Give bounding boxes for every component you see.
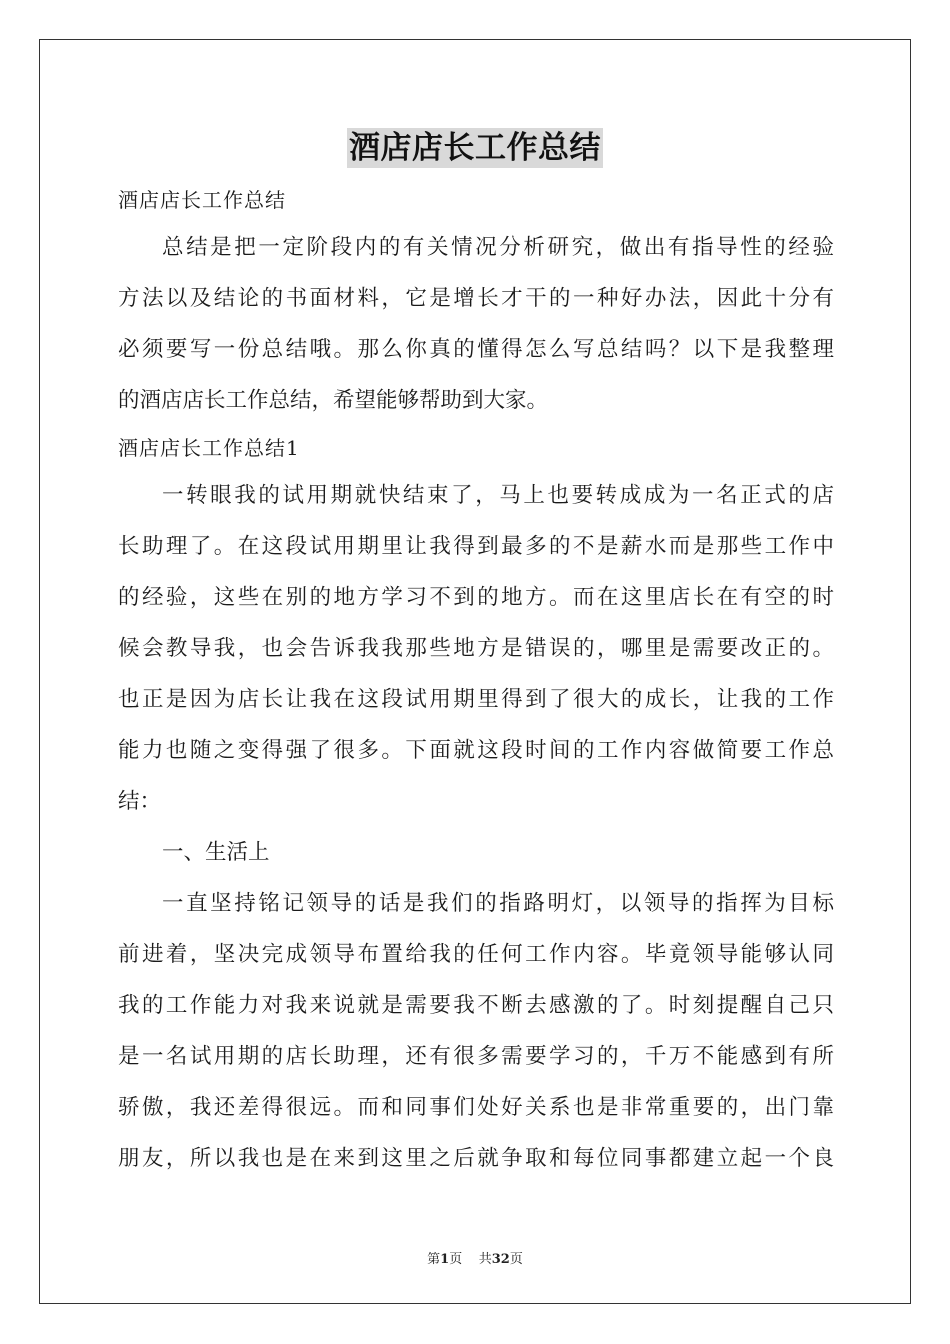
- paragraph-line: 一直坚持铭记领导的话是我们的指路明灯，以领导的指挥为目标: [162, 891, 834, 916]
- intro-line: 总结是把一定阶段内的有关情况分析研究，做出有指导性的经验: [162, 235, 834, 260]
- paragraph-line: 也正是因为店长让我在这段试用期里得到了很大的成长，让我的工作: [118, 687, 834, 712]
- section-heading-1: 酒店店长工作总结1: [118, 436, 300, 460]
- intro-line: 必须要写一份总结哦。那么你真的懂得怎么写总结吗？以下是我整理: [118, 337, 834, 362]
- paragraph-line: 长助理了。在这段试用期里让我得到最多的不是薪水而是那些工作中: [118, 534, 834, 559]
- page-number: 1: [440, 1252, 450, 1267]
- paragraph-line: 我的工作能力对我来说就是需要我不断去感激的了。时刻提醒自己只: [118, 993, 834, 1018]
- intro-line: 方法以及结论的书面材料，它是增长才干的一种好办法，因此十分有: [118, 286, 834, 311]
- page-prefix: 第: [427, 1252, 441, 1267]
- paragraph-line: 候会教导我，也会告诉我我那些地方是错误的，哪里是需要改正的。: [118, 636, 834, 661]
- paragraph-line: 前进着，坚决完成领导布置给我的任何工作内容。毕竟领导能够认同: [118, 942, 834, 967]
- title-container: [0, 128, 950, 168]
- page-footer: [0, 1248, 950, 1267]
- total-prefix: 共: [478, 1252, 492, 1267]
- section-heading-main: 酒店店长工作总结: [118, 188, 286, 212]
- document-title: 酒店店长工作总结: [349, 130, 601, 166]
- paragraph-line: 一转眼我的试用期就快结束了，马上也要转成成为一名正式的店: [162, 483, 834, 508]
- paragraph-line: 的经验，这些在别的地方学习不到的地方。而在这里店长在有空的时: [118, 585, 834, 610]
- document-body: [118, 178, 834, 1184]
- total-suffix: 页: [509, 1252, 523, 1267]
- intro-line: 的酒店店长工作总结，希望能够帮助到大家。: [118, 388, 549, 413]
- subsection-heading: 一、生活上: [162, 840, 270, 865]
- paragraph-line: 结：: [118, 789, 162, 814]
- paragraph-line: 骄傲，我还差得很远。而和同事们处好关系也是非常重要的，出门靠: [118, 1095, 834, 1120]
- page-total: 32: [491, 1252, 510, 1267]
- paragraph-line: 能力也随之变得强了很多。下面就这段时间的工作内容做简要工作总: [118, 738, 834, 763]
- page-suffix: 页: [449, 1252, 463, 1267]
- paragraph-line: 朋友，所以我也是在来到这里之后就争取和每位同事都建立起一个良: [118, 1146, 834, 1171]
- paragraph-line: 是一名试用期的店长助理，还有很多需要学习的，千万不能感到有所: [118, 1044, 834, 1069]
